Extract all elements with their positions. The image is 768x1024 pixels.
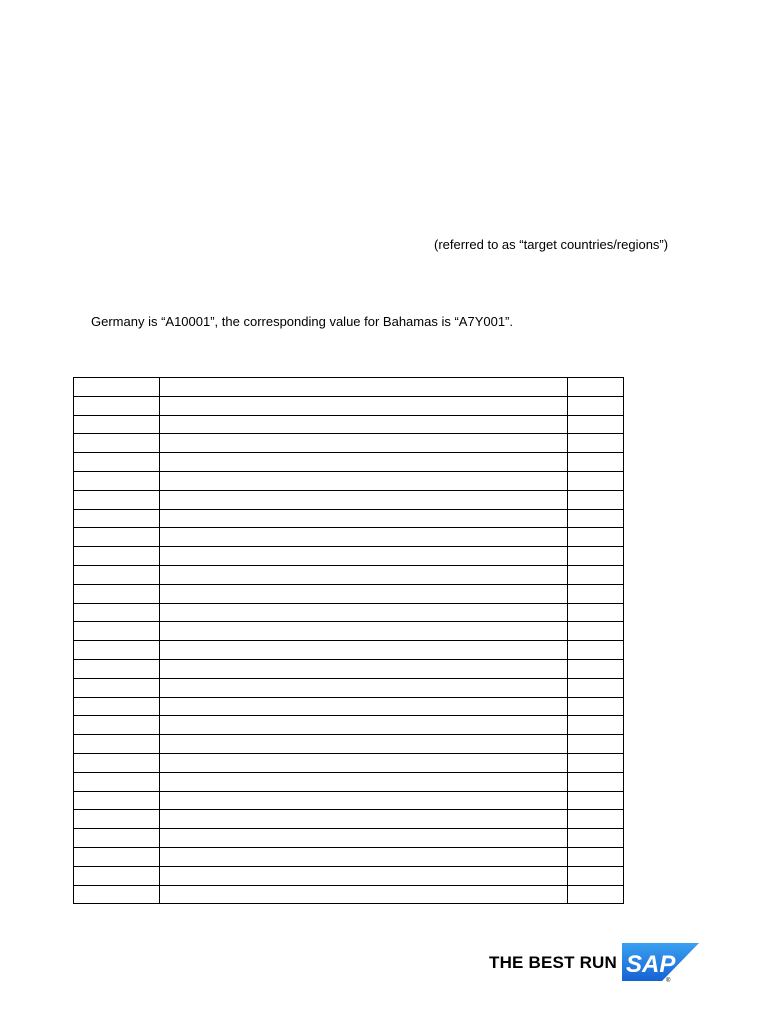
table-cell bbox=[74, 641, 160, 660]
table-cell bbox=[160, 866, 568, 885]
table-cell bbox=[568, 396, 624, 415]
table-cell bbox=[160, 829, 568, 848]
table-cell bbox=[74, 434, 160, 453]
table-cell bbox=[160, 641, 568, 660]
table-cell bbox=[74, 885, 160, 904]
table-cell bbox=[74, 753, 160, 772]
table-cell bbox=[160, 415, 568, 434]
table-cell bbox=[74, 829, 160, 848]
table-cell bbox=[568, 772, 624, 791]
table-cell bbox=[568, 659, 624, 678]
table-cell bbox=[74, 471, 160, 490]
table-cell bbox=[160, 659, 568, 678]
table-cell bbox=[568, 434, 624, 453]
sap-logo bbox=[489, 943, 699, 983]
table-cell bbox=[160, 603, 568, 622]
table-cell bbox=[160, 885, 568, 904]
table-cell bbox=[568, 378, 624, 397]
registered-mark: ® bbox=[666, 978, 671, 983]
table-row bbox=[74, 847, 624, 866]
table-cell bbox=[160, 528, 568, 547]
table-cell bbox=[160, 547, 568, 566]
table-cell bbox=[568, 791, 624, 810]
table-cell bbox=[74, 622, 160, 641]
table-cell bbox=[160, 791, 568, 810]
table-row bbox=[74, 735, 624, 754]
table-cell bbox=[568, 509, 624, 528]
table-cell bbox=[160, 434, 568, 453]
table-cell bbox=[160, 622, 568, 641]
table-row bbox=[74, 565, 624, 584]
body-text-line-2: Germany is “A10001”, the corresponding value for Bahamas is “A7Y001”. bbox=[91, 314, 513, 329]
table-cell bbox=[160, 678, 568, 697]
table-cell bbox=[160, 697, 568, 716]
table-cell bbox=[74, 847, 160, 866]
table-row bbox=[74, 810, 624, 829]
table-cell bbox=[74, 810, 160, 829]
table-cell bbox=[160, 565, 568, 584]
table-cell bbox=[568, 716, 624, 735]
table-row bbox=[74, 490, 624, 509]
table-cell bbox=[74, 678, 160, 697]
table-cell bbox=[74, 716, 160, 735]
table-row bbox=[74, 716, 624, 735]
table-cell bbox=[568, 810, 624, 829]
table-cell bbox=[74, 866, 160, 885]
table-row bbox=[74, 415, 624, 434]
table-cell bbox=[568, 866, 624, 885]
table-cell bbox=[568, 603, 624, 622]
logo-tagline: THE BEST RUN bbox=[489, 953, 618, 972]
table-cell bbox=[74, 772, 160, 791]
table-row bbox=[74, 678, 624, 697]
table-cell bbox=[568, 753, 624, 772]
table-cell bbox=[568, 829, 624, 848]
table-cell bbox=[568, 453, 624, 472]
table-cell bbox=[160, 847, 568, 866]
table-row bbox=[74, 866, 624, 885]
table-cell bbox=[160, 453, 568, 472]
table-cell bbox=[74, 697, 160, 716]
logo-brand: SAP bbox=[626, 951, 676, 978]
table-row bbox=[74, 791, 624, 810]
table-cell bbox=[568, 584, 624, 603]
table-cell bbox=[568, 885, 624, 904]
table-cell bbox=[160, 735, 568, 754]
table-cell bbox=[74, 528, 160, 547]
table-cell bbox=[160, 810, 568, 829]
table-cell bbox=[568, 697, 624, 716]
table-cell bbox=[160, 396, 568, 415]
table-row bbox=[74, 453, 624, 472]
table-row bbox=[74, 396, 624, 415]
table-cell bbox=[568, 565, 624, 584]
table-cell bbox=[74, 584, 160, 603]
table-row bbox=[74, 509, 624, 528]
table-cell bbox=[568, 471, 624, 490]
table-cell bbox=[74, 396, 160, 415]
table-row bbox=[74, 659, 624, 678]
empty-table bbox=[73, 377, 624, 904]
table-cell bbox=[74, 415, 160, 434]
table-cell bbox=[74, 378, 160, 397]
table-cell bbox=[74, 453, 160, 472]
table-row bbox=[74, 641, 624, 660]
table-body bbox=[74, 378, 624, 904]
table-cell bbox=[74, 791, 160, 810]
table-cell bbox=[160, 772, 568, 791]
table-row bbox=[74, 772, 624, 791]
table-row bbox=[74, 547, 624, 566]
table-cell bbox=[568, 735, 624, 754]
table-cell bbox=[160, 490, 568, 509]
body-text-line-1: (referred to as “target countries/regions”) bbox=[434, 237, 669, 252]
table-row bbox=[74, 378, 624, 397]
table-row bbox=[74, 434, 624, 453]
table-cell bbox=[74, 603, 160, 622]
table-cell bbox=[74, 547, 160, 566]
table-cell bbox=[568, 528, 624, 547]
table-cell bbox=[74, 509, 160, 528]
table-row bbox=[74, 584, 624, 603]
table-cell bbox=[568, 847, 624, 866]
table-row bbox=[74, 622, 624, 641]
table-cell bbox=[568, 415, 624, 434]
table-cell bbox=[160, 584, 568, 603]
table-cell bbox=[74, 565, 160, 584]
table-row bbox=[74, 697, 624, 716]
table-cell bbox=[160, 509, 568, 528]
table-cell bbox=[74, 735, 160, 754]
table-row bbox=[74, 528, 624, 547]
table-cell bbox=[160, 378, 568, 397]
table-cell bbox=[160, 753, 568, 772]
table-row bbox=[74, 829, 624, 848]
sap-logo-mark bbox=[622, 943, 700, 983]
table-row bbox=[74, 753, 624, 772]
table-cell bbox=[160, 716, 568, 735]
table-cell bbox=[568, 622, 624, 641]
table-row bbox=[74, 885, 624, 904]
table-row bbox=[74, 471, 624, 490]
table-cell bbox=[74, 490, 160, 509]
table-cell bbox=[568, 678, 624, 697]
table-cell bbox=[160, 471, 568, 490]
table-cell bbox=[568, 547, 624, 566]
table-cell bbox=[568, 641, 624, 660]
table-row bbox=[74, 603, 624, 622]
table-cell bbox=[568, 490, 624, 509]
table-cell bbox=[74, 659, 160, 678]
